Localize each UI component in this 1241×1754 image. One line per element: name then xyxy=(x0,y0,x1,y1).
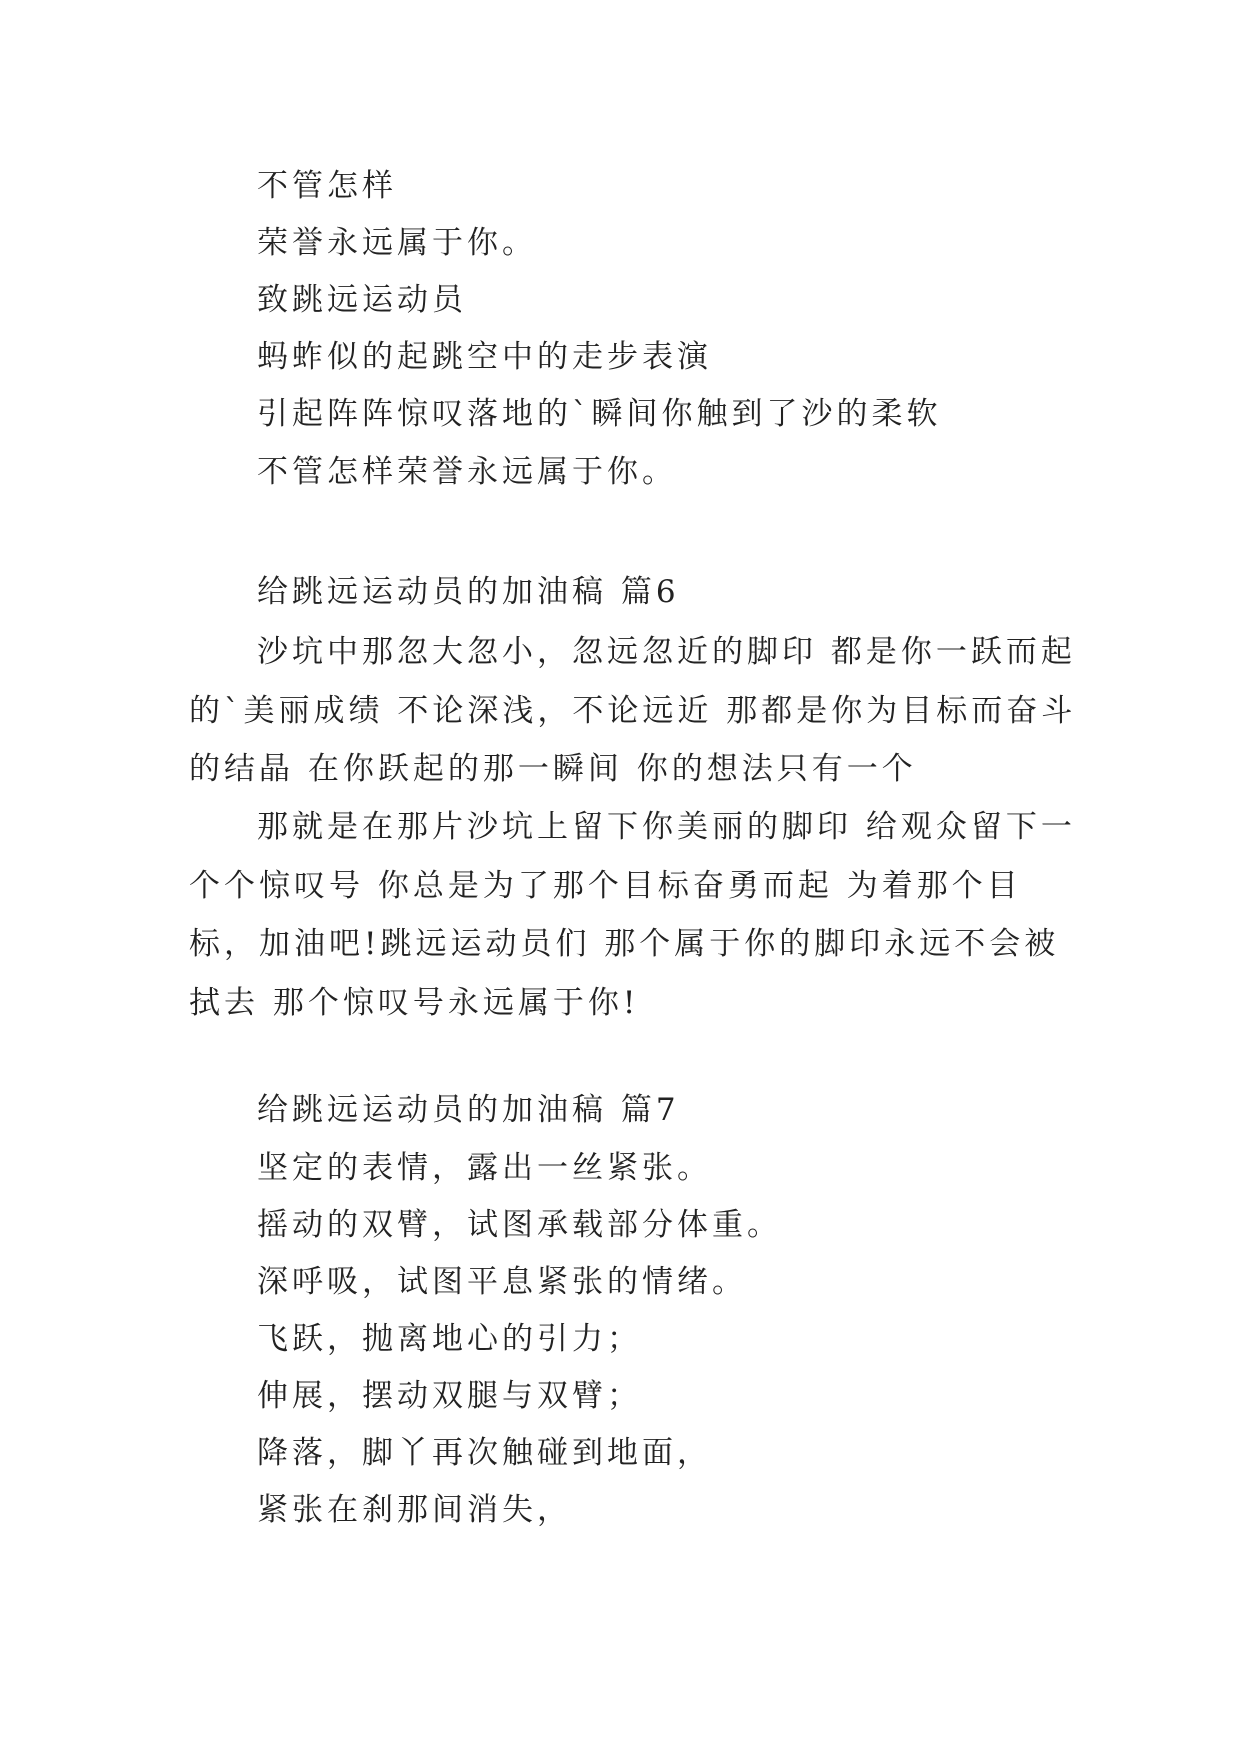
poem-line: 不管怎样荣誉永远属于你。 xyxy=(257,454,677,490)
section-heading: 给跳远运动员的加油稿 篇6 xyxy=(257,574,680,610)
section-heading: 给跳远运动员的加油稿 篇7 xyxy=(257,1092,680,1128)
body-paragraph: 沙坑中那忽大忽小，忽远忽近的脚印 都是你一跃而起的`美丽成绩 不论深浅，不论远近 那都是你为目标而奋斗的结晶 在你跃起的那一瞬间 你的想法只有一个 xyxy=(189,634,1077,787)
poem-line: 飞跃，抛离地心的引力； xyxy=(257,1321,642,1357)
poem-line: 蚂蚱似的起跳空中的走步表演 xyxy=(257,339,712,375)
poem-line: 降落，脚丫再次触碰到地面， xyxy=(257,1435,712,1471)
poem-line: 伸展，摆动双腿与双臂； xyxy=(257,1378,642,1414)
poem-line: 深呼吸，试图平息紧张的情绪。 xyxy=(257,1264,747,1300)
poem-line: 致跳远运动员 xyxy=(257,282,467,318)
poem-line: 引起阵阵惊叹落地的`瞬间你触到了沙的柔软 xyxy=(257,396,942,432)
body-paragraph: 那就是在那片沙坑上留下你美丽的脚印 给观众留下一个个惊叹号 你总是为了那个目标奋勇而起 为着那个目标，加油吧!跳远运动员们 那个属于你的脚印永远不会被拭去 那个惊叹号永远属于你! xyxy=(189,809,1076,1021)
poem-line: 荣誉永远属于你。 xyxy=(257,225,537,261)
poem-line: 紧张在刹那间消失， xyxy=(257,1492,572,1528)
poem-line: 摇动的双臂，试图承载部分体重。 xyxy=(257,1207,782,1243)
poem-line: 不管怎样 xyxy=(257,168,397,204)
poem-line: 坚定的表情，露出一丝紧张。 xyxy=(257,1150,712,1186)
